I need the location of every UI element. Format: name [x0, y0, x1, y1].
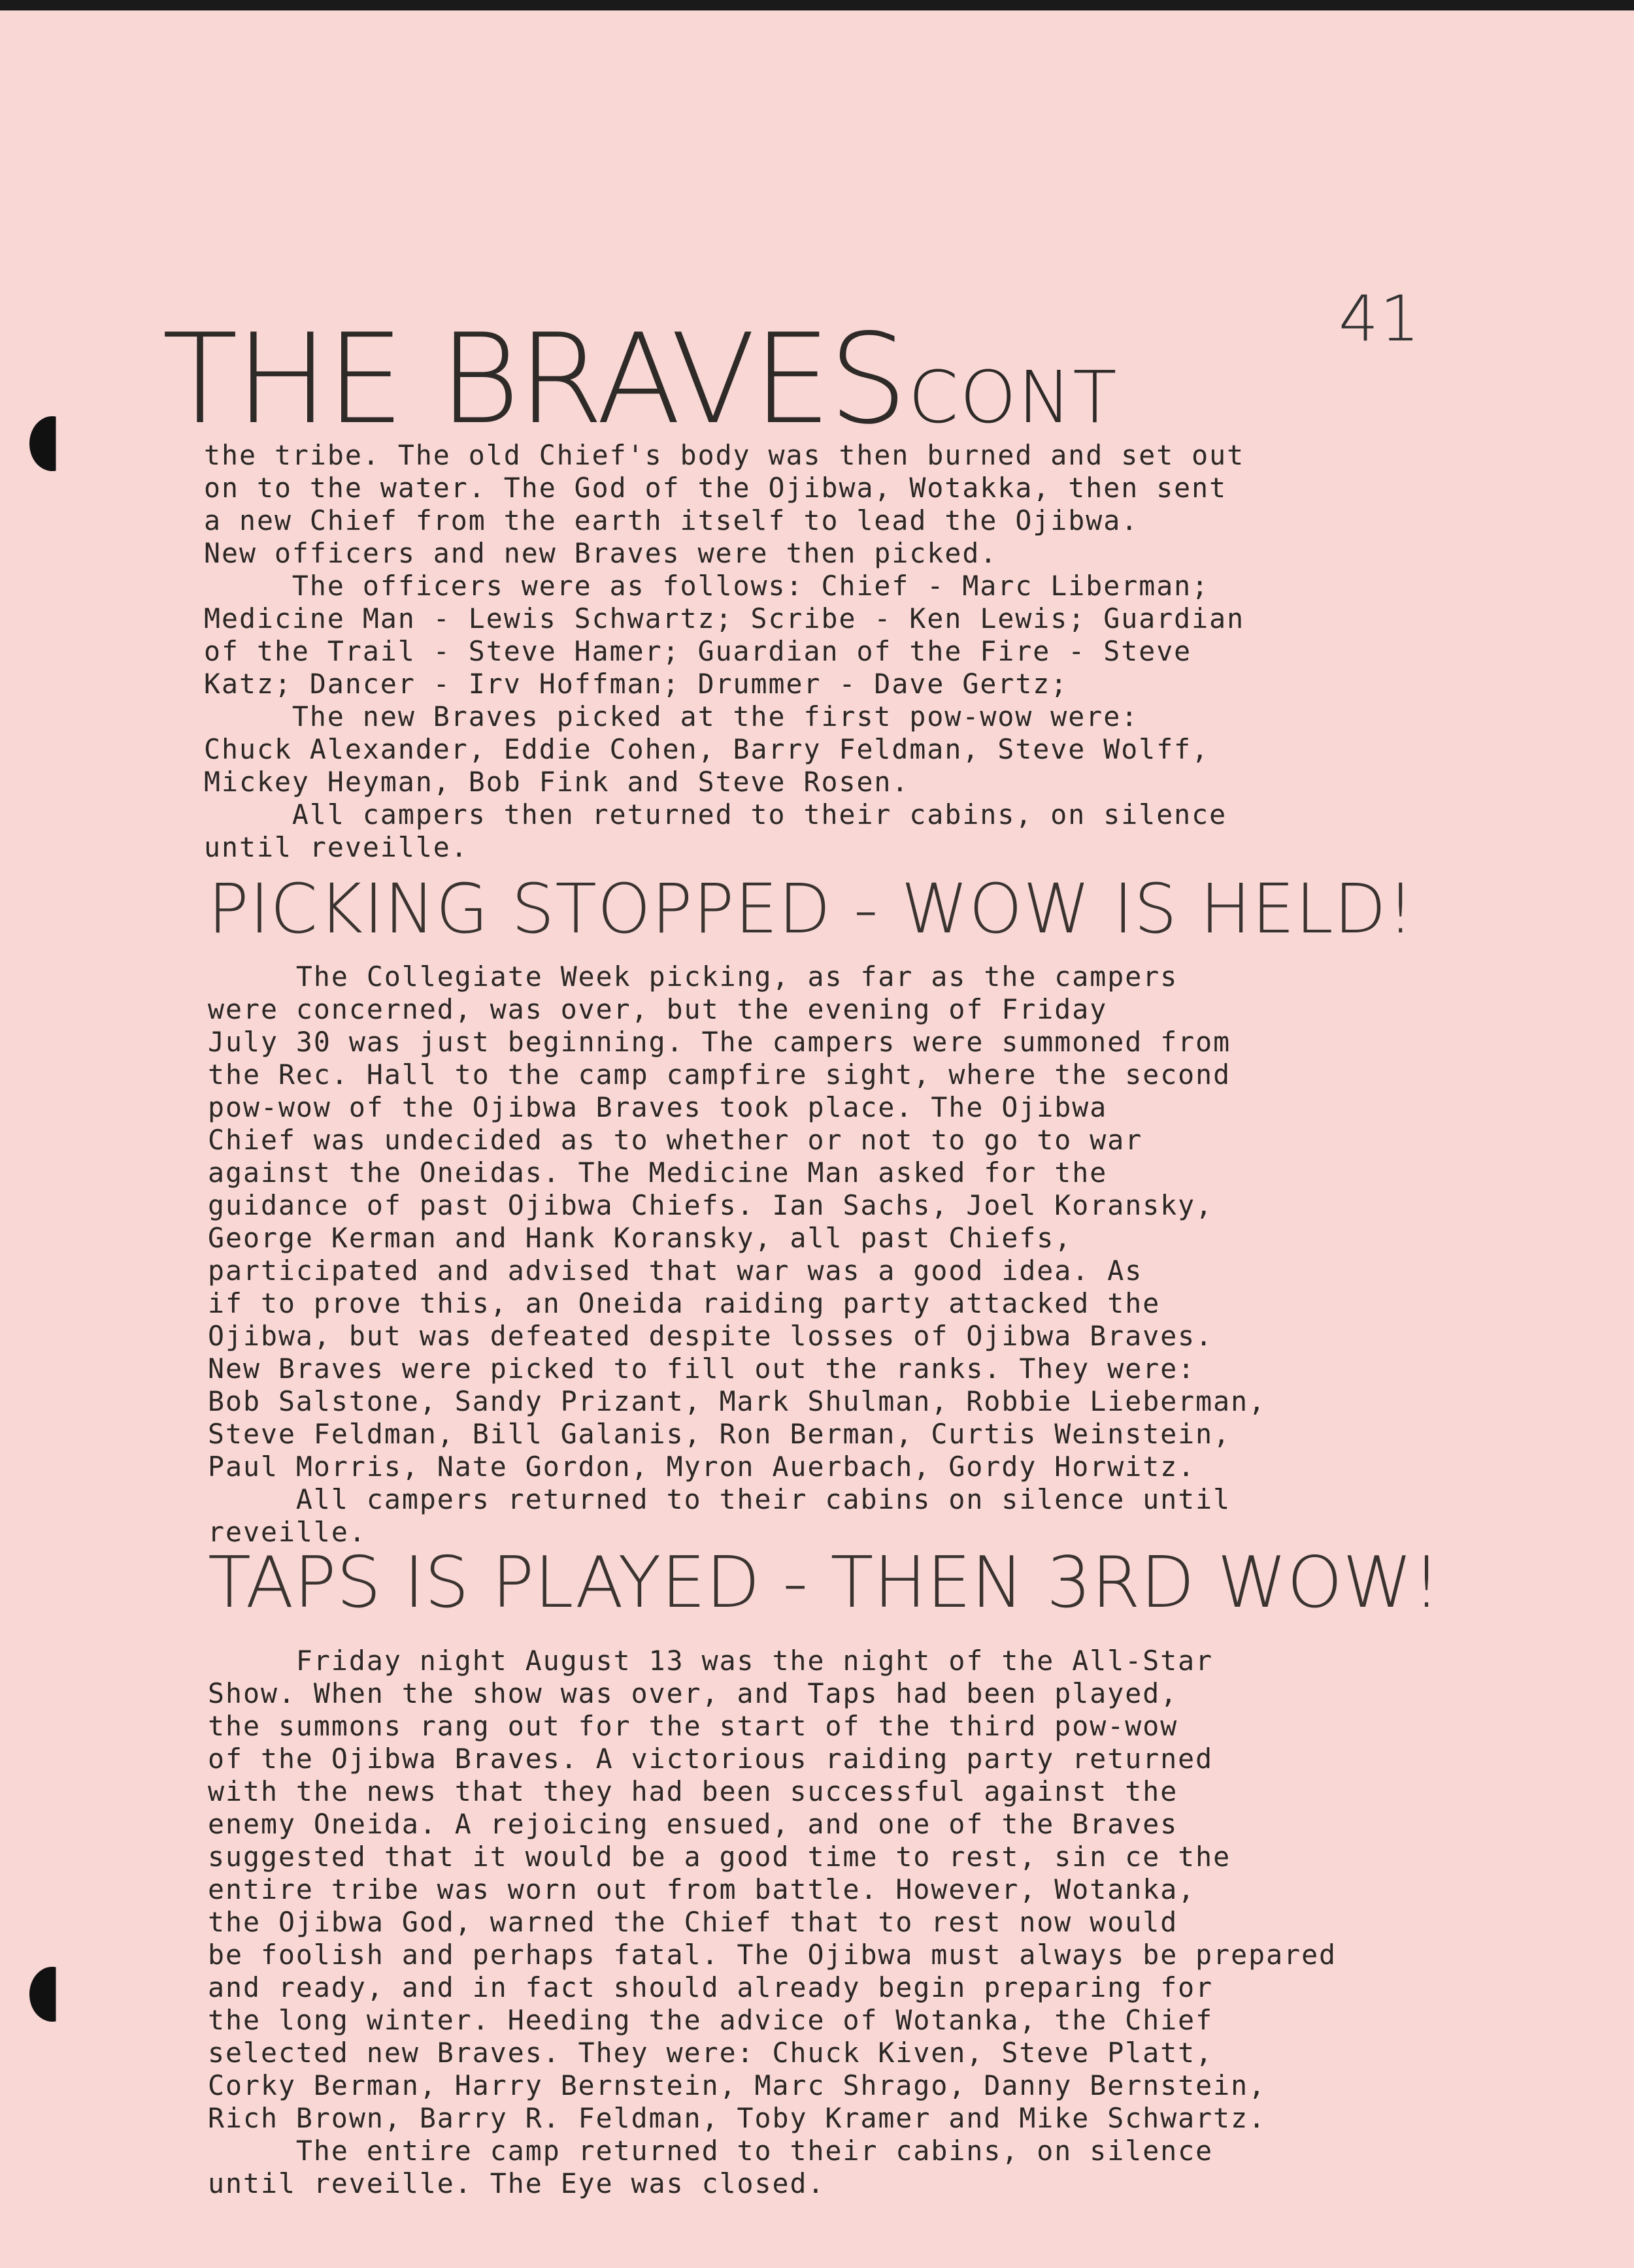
text-line: Corky Berman, Harry Bernstein, Marc Shrago, Danny Bernstein,: [208, 2069, 1267, 2101]
text-line: Medicine Man - Lewis Schwartz; Scribe - Ken Lewis; Guardian: [204, 602, 1245, 634]
text-line: Steve Feldman, Bill Galanis, Ron Berman, Curtis Weinstein,: [208, 1418, 1231, 1450]
text-line: a new Chief from the earth itself to lead the Ojibwa.: [204, 504, 1139, 536]
text-line: Mickey Heyman, Bob Fink and Steve Rosen.: [204, 766, 910, 798]
picking-paragraphs: [208, 961, 1266, 1549]
text-line: The officers were as follows: Chief - Marc Liberman;: [204, 570, 1210, 602]
text-line: reveille.: [208, 1516, 367, 1548]
text-line: until reveille.: [204, 831, 469, 863]
page-title-suffix: CONT: [908, 355, 1118, 439]
scan-top-edge: [0, 0, 1634, 10]
text-line: Rich Brown, Barry R. Feldman, Toby Kramer and Mike Schwartz.: [208, 2102, 1267, 2134]
text-line: Katz; Dancer - Irv Hoffman; Drummer - Dave Gertz;: [204, 668, 1069, 700]
text-line: All campers returned to their cabins on silence until: [208, 1483, 1231, 1515]
text-line: New Braves were picked to fill out the ranks. They were:: [208, 1353, 1196, 1385]
binder-hole-bottom: [29, 1967, 75, 2022]
text-line: Bob Salstone, Sandy Prizant, Mark Shulman, Robbie Lieberman,: [208, 1385, 1267, 1417]
text-line: suggested that it would be a good time to rest, sin ce the: [208, 1841, 1231, 1873]
text-line: selected new Braves. They were: Chuck Kiven, Steve Platt,: [208, 2037, 1214, 2069]
text-line: Show. When the show was over, and Taps had been played,: [208, 1677, 1178, 1709]
picking-headline: PICKING STOPPED - WOW IS HELD!: [208, 869, 1415, 949]
taps-paragraphs: [208, 1645, 1337, 2200]
text-line: and ready, and in fact should already begin preparing for: [208, 1971, 1214, 2003]
text-line: The Collegiate Week picking, as far as the campers: [208, 961, 1178, 993]
text-line: entire tribe was worn out from battle. However, Wotanka,: [208, 1873, 1196, 1905]
text-line: the Rec. Hall to the camp campfire sight, where the second: [208, 1059, 1231, 1091]
text-line: if to prove this, an Oneida raiding party attacked the: [208, 1287, 1161, 1319]
text-line: The new Braves picked at the first pow-wow were:: [204, 700, 1139, 732]
text-line: All campers then returned to their cabins, on silence: [204, 798, 1227, 830]
text-line: be foolish and perhaps fatal. The Ojibwa must always be prepared: [208, 1939, 1337, 1971]
text-line: until reveille. The Eye was closed.: [208, 2167, 825, 2199]
text-line: with the news that they had been successful against the: [208, 1775, 1178, 1807]
text-line: The entire camp returned to their cabins, on silence: [208, 2135, 1214, 2167]
text-line: were concerned, was over, but the evening of Friday: [208, 993, 1108, 1025]
text-line: the summons rang out for the start of the third pow-wow: [208, 1710, 1178, 1742]
text-line: George Kerman and Hank Koransky, all past Chiefs,: [208, 1222, 1073, 1254]
text-line: the Ojibwa God, warned the Chief that to rest now would: [208, 1906, 1178, 1938]
page-number: 41: [1339, 282, 1422, 355]
text-line: participated and advised that war was a good idea. As: [208, 1255, 1143, 1287]
text-line: the tribe. The old Chief's body was then burned and set out: [204, 439, 1245, 471]
taps-headline: TAPS IS PLAYED - THEN 3RD WOW!: [208, 1542, 1441, 1624]
page-title: [162, 307, 1118, 452]
binder-hole-top: [29, 416, 75, 471]
text-line: Friday night August 13 was the night of the All-Star: [208, 1645, 1214, 1677]
text-line: July 30 was just beginning. The campers were summoned from: [208, 1026, 1231, 1058]
page-title-main: THE BRAVES: [162, 307, 905, 452]
text-line: guidance of past Ojibwa Chiefs. Ian Sachs, Joel Koransky,: [208, 1189, 1214, 1221]
text-line: Chief was undecided as to whether or not to go to war: [208, 1124, 1143, 1156]
text-line: pow-wow of the Ojibwa Braves took place. The Ojibwa: [208, 1091, 1108, 1123]
text-line: New officers and new Braves were then picked.: [204, 537, 998, 569]
text-line: the long winter. Heeding the advice of Wotanka, the Chief: [208, 2004, 1214, 2036]
text-line: Ojibwa, but was defeated despite losses of Ojibwa Braves.: [208, 1320, 1214, 1352]
text-line: against the Oneidas. The Medicine Man asked for the: [208, 1157, 1108, 1189]
text-line: enemy Oneida. A rejoicing ensued, and one of the Braves: [208, 1808, 1178, 1840]
text-line: Paul Morris, Nate Gordon, Myron Auerbach, Gordy Horwitz.: [208, 1451, 1196, 1483]
text-line: Chuck Alexander, Eddie Cohen, Barry Feldman, Steve Wolff,: [204, 733, 1210, 765]
text-line: of the Ojibwa Braves. A victorious raiding party returned: [208, 1743, 1214, 1775]
text-line: of the Trail - Steve Hamer; Guardian of the Fire - Steve: [204, 635, 1192, 667]
text-line: on to the water. The God of the Ojibwa, Wotakka, then sent: [204, 472, 1227, 504]
intro-paragraphs: [204, 439, 1244, 864]
